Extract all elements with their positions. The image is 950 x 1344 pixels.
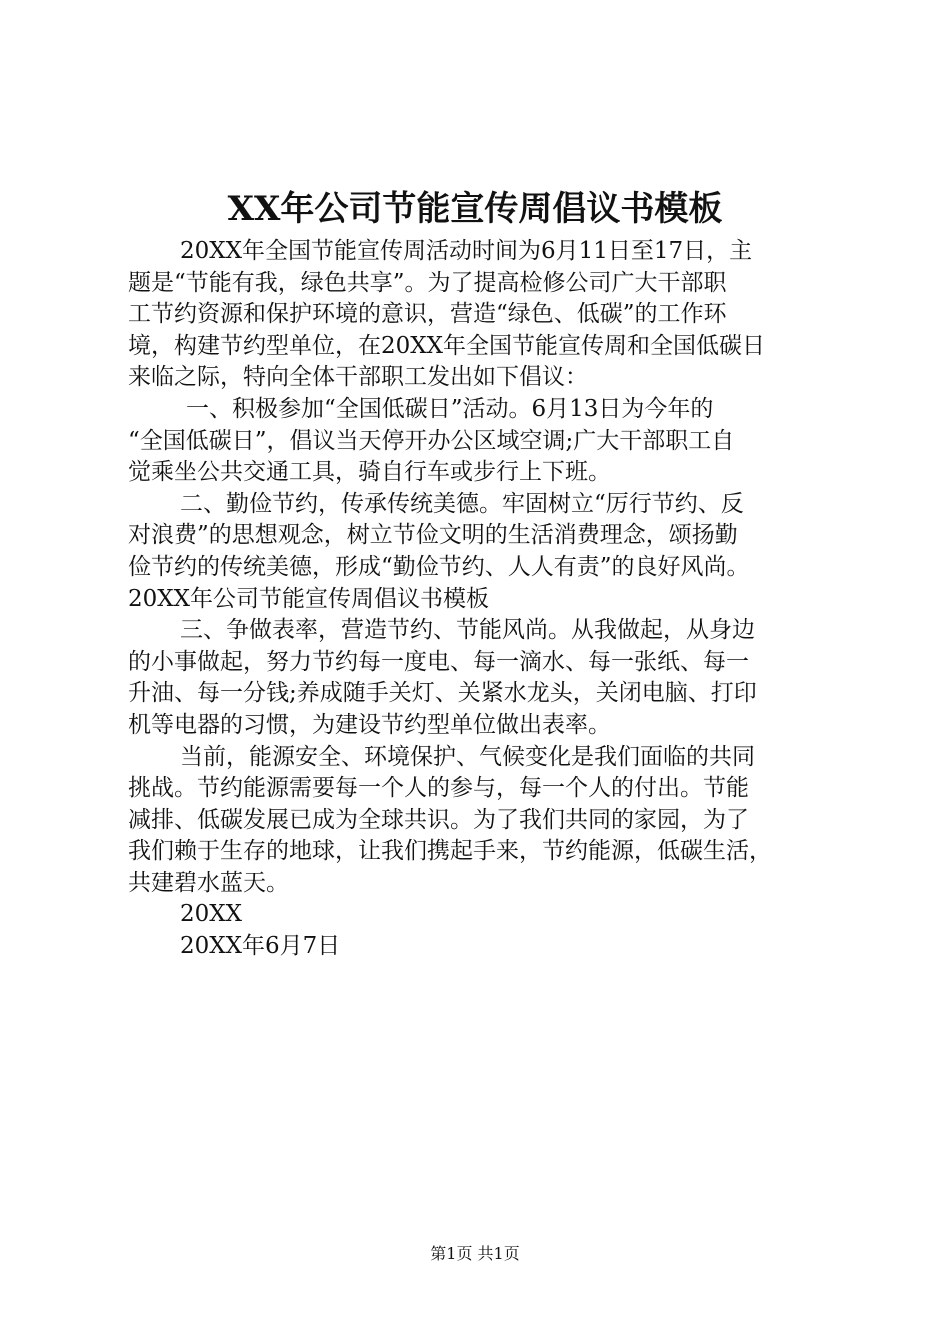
paragraph-line: 当前，能源安全、环境保护、气候变化是我们面临的共同 bbox=[180, 743, 755, 770]
paragraph-line: 境，构建节约型单位，在20XX年全国节能宣传周和全国低碳日 bbox=[128, 332, 766, 359]
paragraph-line: 共建碧水蓝天。 bbox=[128, 869, 289, 896]
paragraph-line: 我们赖于生存的地球，让我们携起手来，节约能源，低碳生活， bbox=[128, 838, 772, 865]
paragraph-line: 一、积极参加“全国低碳日”活动。6月13日为今年的 bbox=[186, 395, 714, 422]
paragraph-line: 机等电器的习惯，为建设节约型单位做出表率。 bbox=[128, 711, 611, 738]
paragraph-line: 20XX年全国节能宣传周活动时间为6月11日至17日，主 bbox=[180, 238, 753, 264]
signature-line: 20XX bbox=[180, 901, 243, 928]
paragraph-line: 20XX年公司节能宣传周倡议书模板 bbox=[128, 585, 490, 612]
paragraph-line: 升油、每一分钱;养成随手关灯、关紧水龙头，关闭电脑、打印 bbox=[128, 680, 757, 707]
paragraph-line: 减排、低碳发展已成为全球共识。为了我们共同的家园，为了 bbox=[128, 806, 749, 833]
paragraph-line: 题是“节能有我，绿色共享”。为了提高检修公司广大干部职 bbox=[128, 269, 727, 296]
date-line: 20XX年6月7日 bbox=[180, 933, 341, 960]
paragraph-line: 对浪费”的思想观念，树立节俭文明的生活消费理念，颂扬勤 bbox=[128, 522, 738, 549]
page-number-footer: 第1页 共1页 bbox=[430, 1244, 520, 1263]
paragraph-line: 的小事做起，努力节约每一度电、每一滴水、每一张纸、每一 bbox=[128, 648, 749, 675]
document-body bbox=[128, 236, 856, 963]
paragraph-line: 工节约资源和保护环境的意识，营造“绿色、低碳”的工作环 bbox=[128, 301, 727, 328]
paragraph-line: 觉乘坐公共交通工具，骑自行车或步行上下班。 bbox=[128, 459, 611, 486]
paragraph-line: “全国低碳日”，倡议当天停开办公区域空调;广大干部职工自 bbox=[128, 427, 735, 454]
paragraph-line: 挑战。节约能源需要每一个人的参与，每一个人的付出。节能 bbox=[128, 775, 749, 802]
document-title: XX年公司节能宣传周倡议书模板 bbox=[227, 189, 723, 229]
paragraph-line: 二、勤俭节约，传承传统美德。牢固树立“厉行节约、反 bbox=[180, 490, 744, 517]
paragraph-line: 来临之际，特向全体干部职工发出如下倡议： bbox=[128, 364, 588, 391]
paragraph-line: 俭节约的传统美德，形成“勤俭节约、人人有责”的良好风尚。 bbox=[128, 553, 750, 580]
paragraph-line: 三、争做表率，营造节约、节能风尚。从我做起，从身边 bbox=[180, 617, 755, 644]
